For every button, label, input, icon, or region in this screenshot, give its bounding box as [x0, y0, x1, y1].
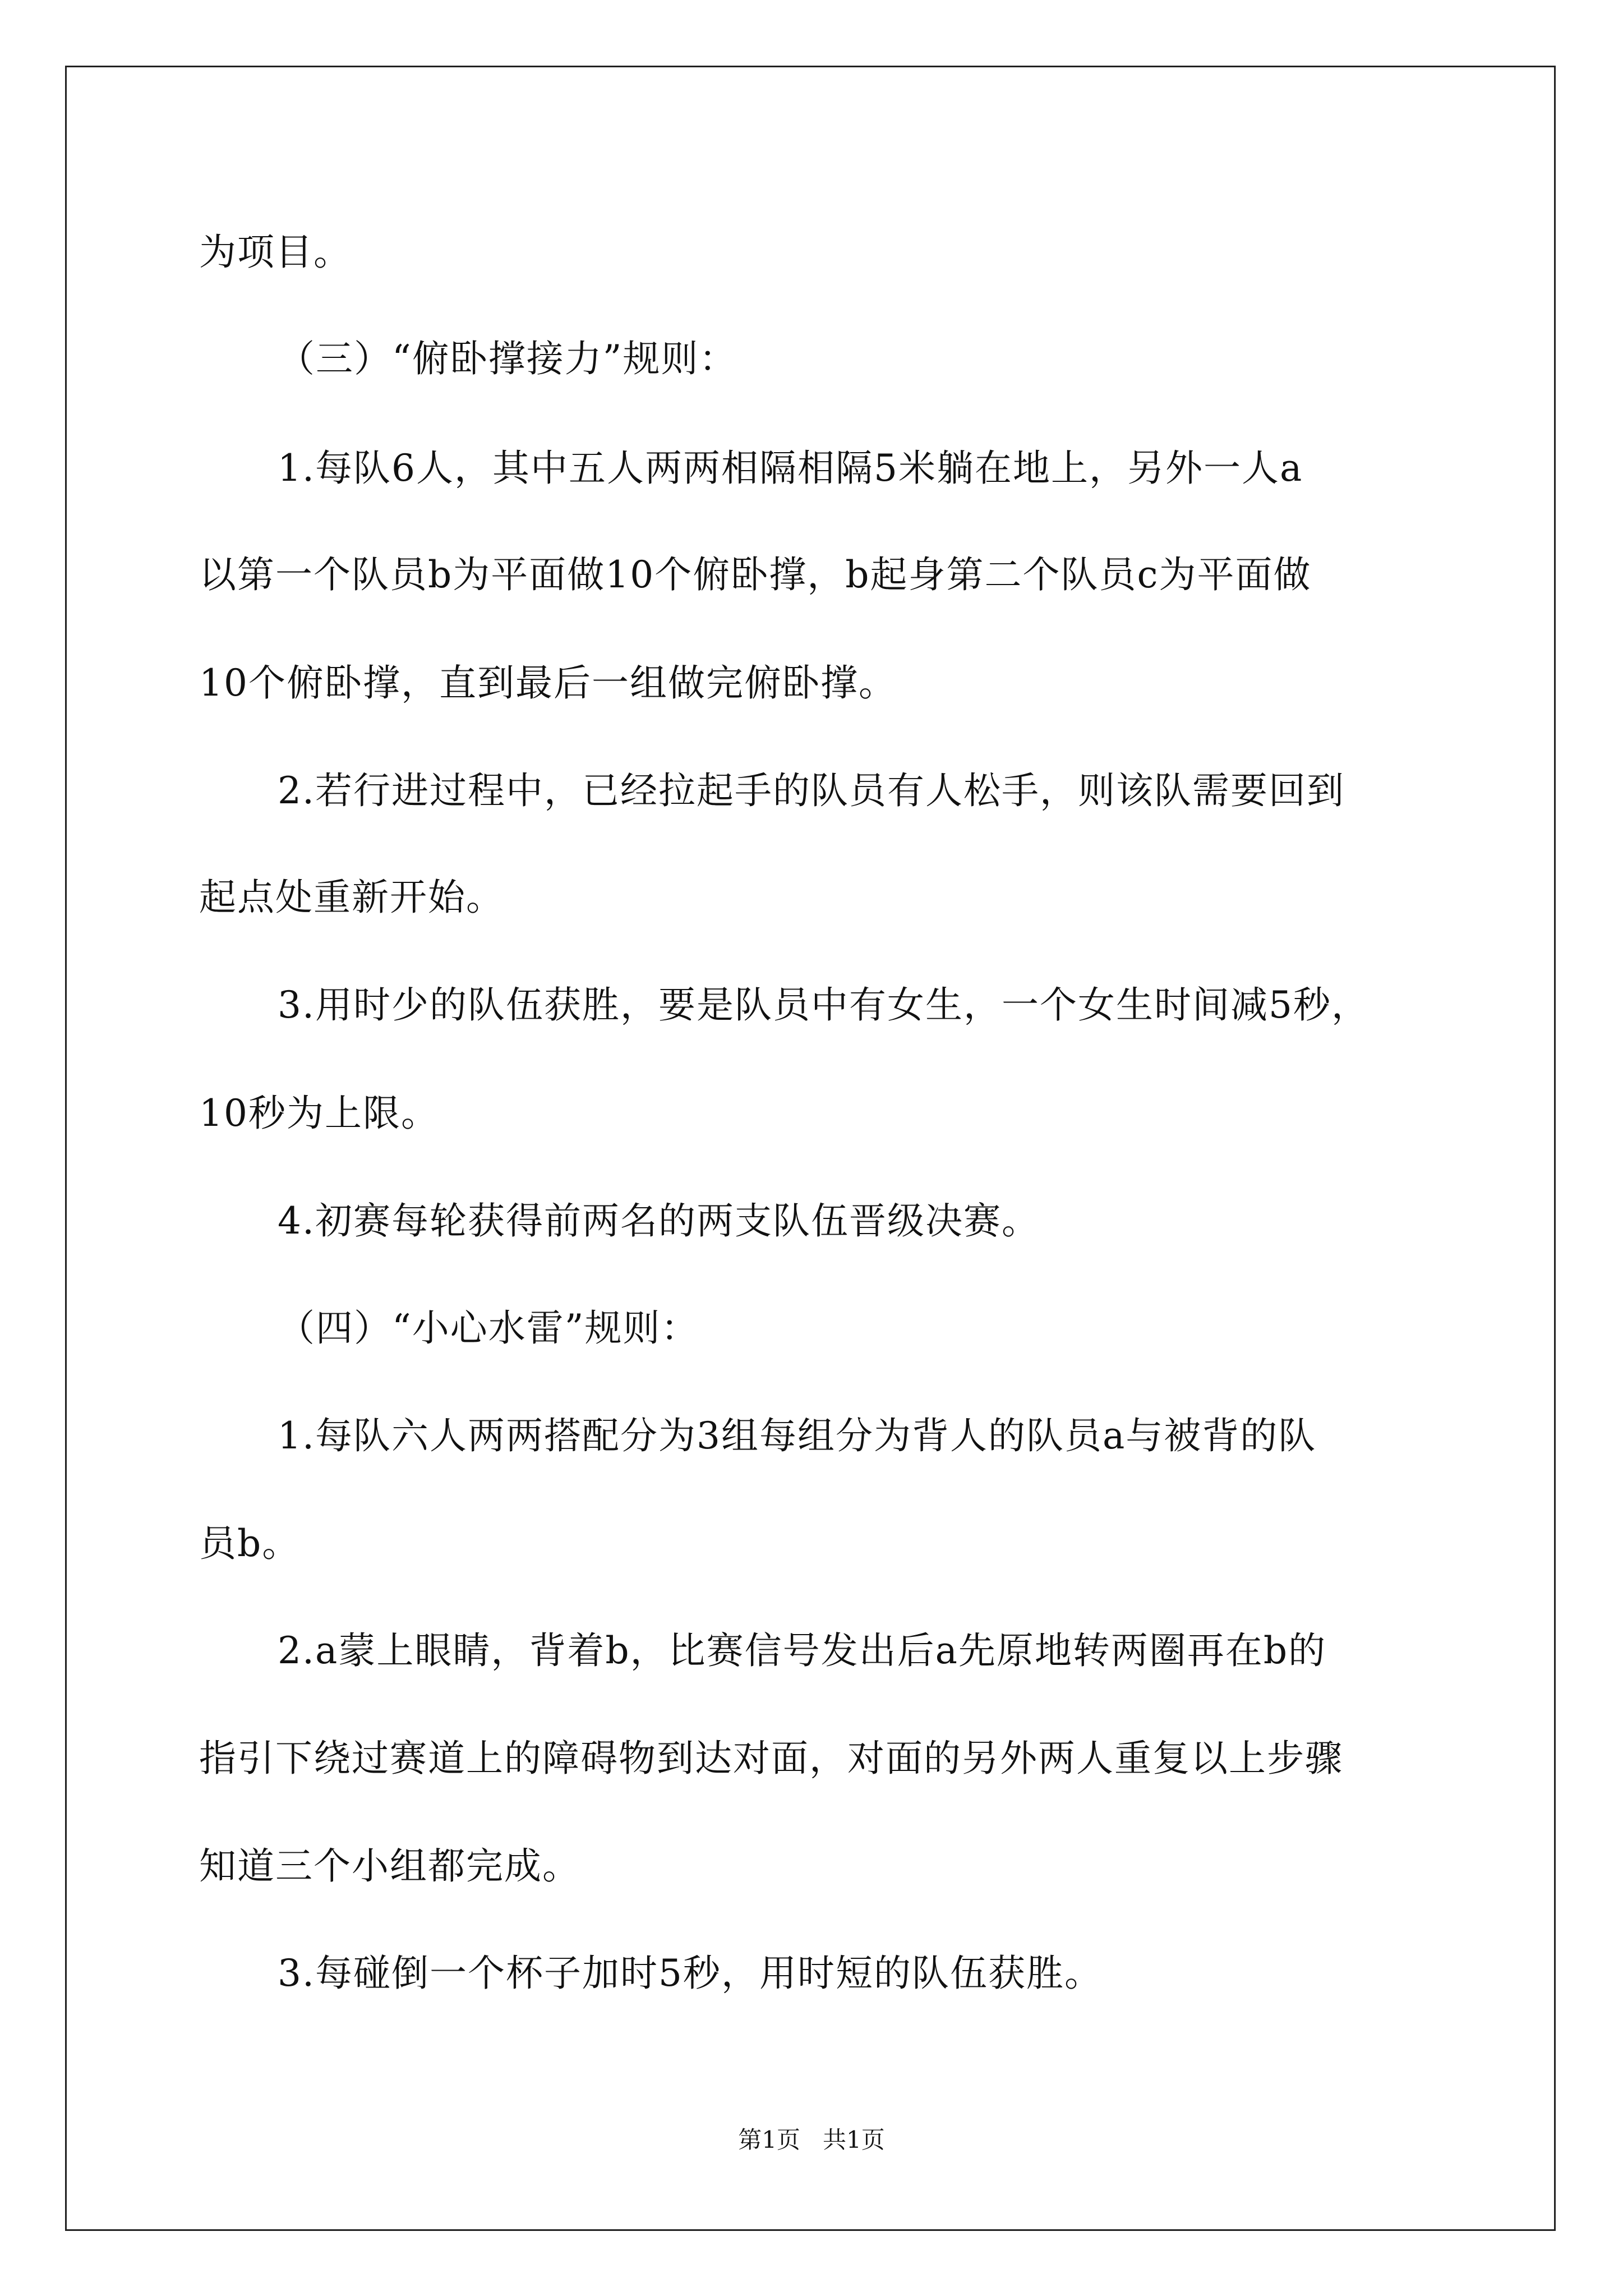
text-line: 2.若行进过程中，已经拉起手的队员有人松手，则该队需要回到	[278, 769, 1345, 812]
text-line: 3.每碰倒一个杯子加时5秒，用时短的队伍获胜。	[278, 1952, 1103, 1995]
page-number: 第1页	[738, 2126, 800, 2154]
section-heading: （三）“俯卧撑接力”规则：	[278, 337, 737, 380]
text-line: 为项目。	[199, 231, 352, 274]
text-line: 1.每队六人两两搭配分为3组每组分为背人的队员a与被背的队	[278, 1414, 1317, 1457]
text-line: 指引下绕过赛道上的障碍物到达对面，对面的另外两人重复以上步骤	[199, 1737, 1343, 1780]
text-line: 4.初赛每轮获得前两名的两支队伍晋级决赛。	[278, 1199, 1040, 1243]
page-total: 共1页	[823, 2126, 885, 2154]
text-line: 2.a蒙上眼睛，背着b，比赛信号发出后a先原地转两圈再在b的	[278, 1629, 1327, 1672]
text-line: 起点处重新开始。	[199, 876, 504, 919]
text-line: 10秒为上限。	[199, 1092, 439, 1135]
page-footer	[0, 2126, 1623, 2154]
text-line: 以第一个队员b为平面做10个俯卧撑，b起身第二个队员c为平面做	[199, 553, 1312, 596]
text-line: 3.用时少的队伍获胜，要是队员中有女生，一个女生时间减5秒，	[278, 983, 1370, 1027]
text-line: 员b。	[199, 1522, 301, 1565]
page-border	[65, 66, 1556, 2231]
text-line: 知道三个小组都完成。	[199, 1844, 580, 1888]
text-line: 10个俯卧撑，直到最后一组做完俯卧撑。	[199, 661, 897, 705]
text-line: 1.每队6人，其中五人两两相隔相隔5米躺在地上，另外一人a	[278, 447, 1303, 490]
section-heading: （四）“小心水雷”规则：	[278, 1306, 699, 1350]
